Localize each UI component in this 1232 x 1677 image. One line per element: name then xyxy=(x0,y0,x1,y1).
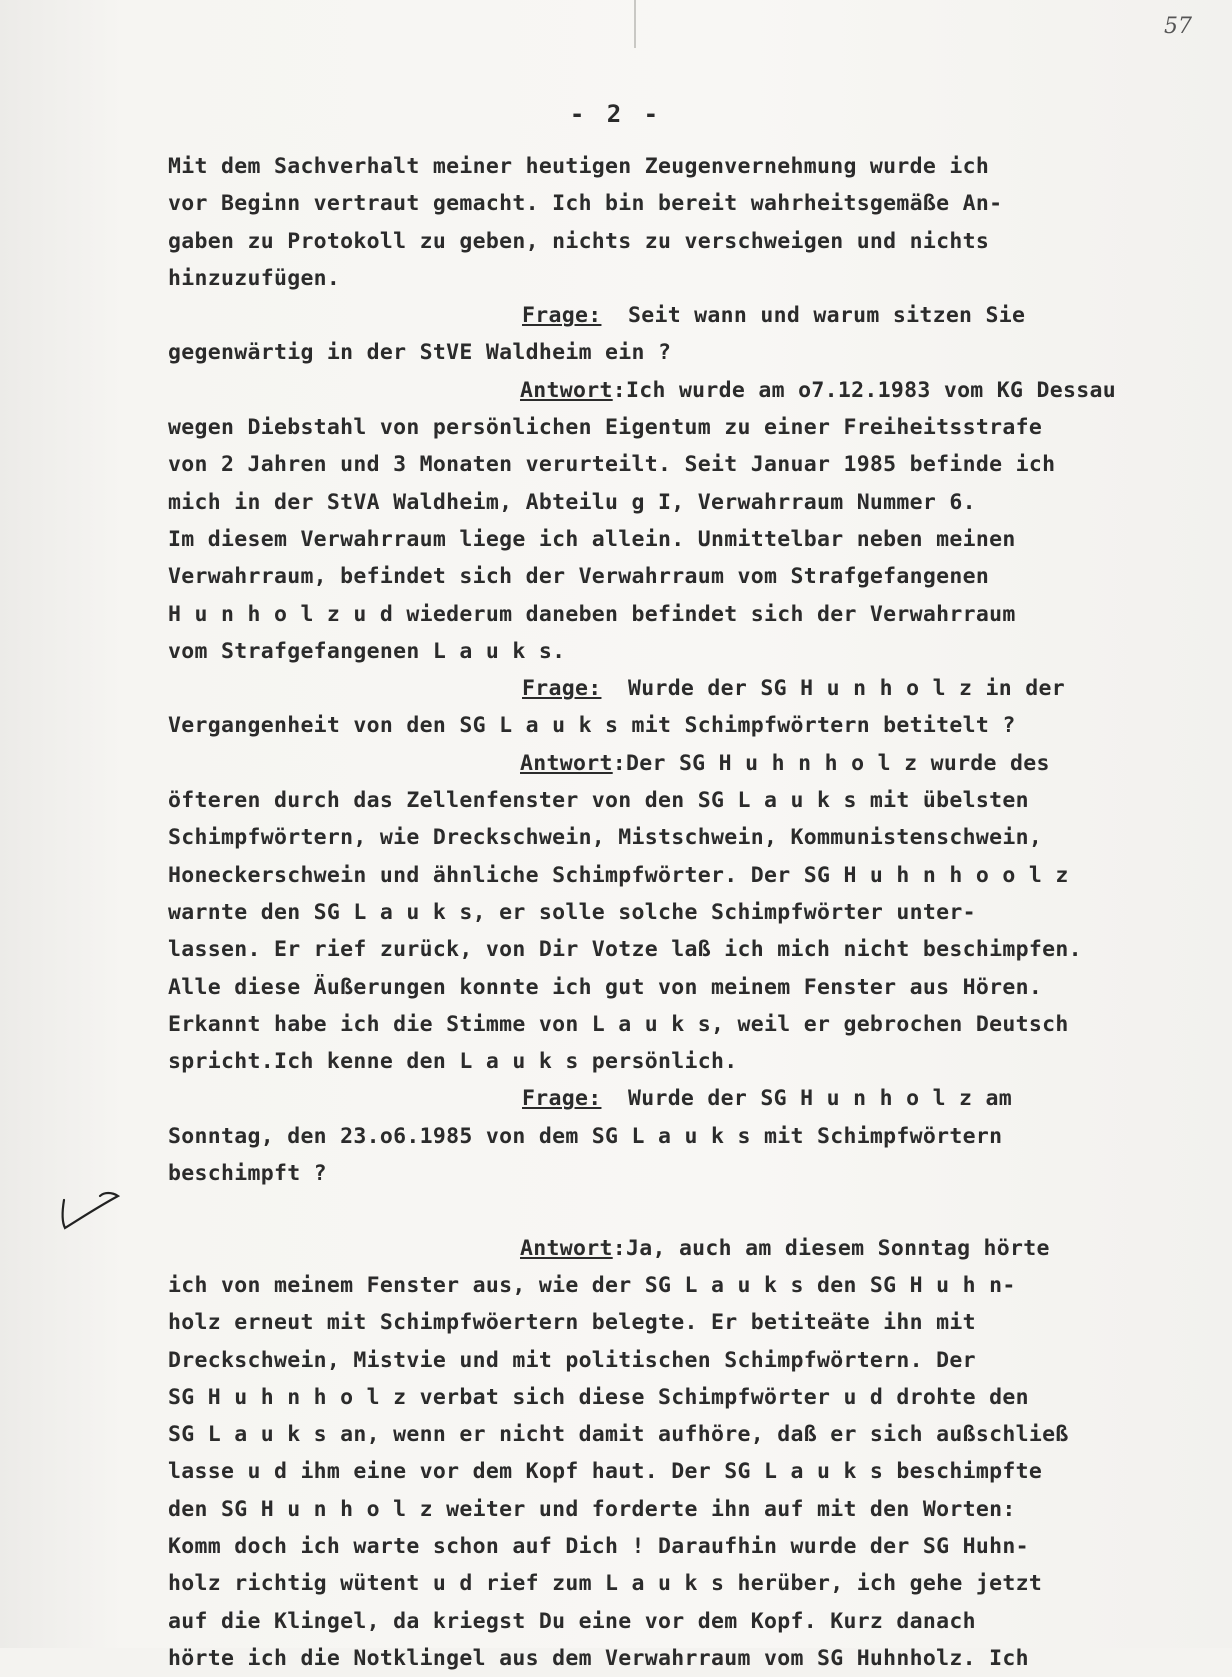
line-text: Wurde der SG H u n h o l z am xyxy=(601,1086,1013,1112)
text-line xyxy=(168,1230,1218,1267)
corner-page-number: 57 xyxy=(1164,14,1192,39)
line-text: hörte ich die Notklingel aus dem Verwahrraum vom SG Huhnholz. Ich xyxy=(168,1645,1029,1671)
line-text: :Ich wurde am o7.12.1983 vom KG Dessau xyxy=(612,377,1116,403)
line-text: lasse u d ihm eine vor dem Kopf haut. Der SG L a u k s beschimpfte xyxy=(168,1459,1043,1485)
text-line xyxy=(168,1379,1218,1416)
text-line xyxy=(168,1342,1218,1379)
line-text: Vergangenheit von den SG L a u k s mit Schimpfwörtern betitelt ? xyxy=(168,713,1016,739)
line-text: von 2 Jahren und 3 Monaten verurteilt. Seit Januar 1985 befinde ich xyxy=(168,452,1056,478)
document-body xyxy=(168,148,1218,1677)
line-text: Komm doch ich warte schon auf Dich ! Daraufhin wurde der SG Huhn- xyxy=(168,1533,1029,1559)
line-text: SG L a u k s an, wenn er nicht damit aufhöre, daß er sich außschließ xyxy=(168,1422,1069,1448)
text-line xyxy=(168,1155,1218,1192)
line-text: Sonntag, den 23.o6.1985 von dem SG L a u k s mit Schimpfwörtern xyxy=(168,1123,1003,1149)
line-text: den SG H u n h o l z weiter und forderte ihn auf mit den Worten: xyxy=(168,1496,1016,1522)
line-text: holz erneut mit Schimpfwöertern belegte. Er betiteäte ihn mit xyxy=(168,1310,976,1336)
text-line xyxy=(168,857,1218,894)
answer-label: Antwort xyxy=(520,750,613,776)
text-line xyxy=(168,185,1218,222)
line-text: gaben zu Protokoll zu geben, nichts zu verschweigen und nichts xyxy=(168,228,990,254)
line-text: auf die Klingel, da kriegst Du eine vor dem Kopf. Kurz danach xyxy=(168,1608,976,1634)
text-line xyxy=(168,1603,1218,1640)
text-line xyxy=(168,446,1218,483)
question-label: Frage: xyxy=(522,676,602,702)
text-line xyxy=(168,1453,1218,1490)
text-line xyxy=(168,260,1218,297)
line-text: Wurde der SG H u n h o l z in der xyxy=(601,676,1066,702)
text-line xyxy=(168,1080,1218,1117)
text-line xyxy=(168,633,1218,670)
text-line xyxy=(168,931,1218,968)
answer-label: Antwort xyxy=(520,377,613,403)
text-line xyxy=(168,782,1218,819)
line-text: ich von meinem Fenster aus, wie der SG L a u k s den SG H u h n- xyxy=(168,1272,1016,1298)
text-line xyxy=(168,297,1218,334)
text-line xyxy=(168,223,1218,260)
line-text: :Der SG H u h n h o l z wurde des xyxy=(612,750,1050,776)
text-line xyxy=(168,409,1218,446)
text-line xyxy=(168,148,1218,185)
text-line xyxy=(168,596,1218,633)
line-text: Erkannt habe ich die Stimme von L a u k s, weil er gebrochen Deutsch xyxy=(168,1011,1069,1037)
line-text: SG H u h n h o l z verbat sich diese Schimpfwörter u d drohte den xyxy=(168,1384,1029,1410)
line-text: wegen Diebstahl von persönlichen Eigentum zu einer Freiheitsstrafe xyxy=(168,415,1043,441)
line-text: spricht.Ich kenne den L a u k s persönlich. xyxy=(168,1049,738,1075)
question-label: Frage: xyxy=(522,1086,602,1112)
text-line xyxy=(168,1267,1218,1304)
text-line xyxy=(168,1043,1218,1080)
line-text: beschimpft ? xyxy=(168,1161,327,1187)
text-line xyxy=(168,334,1218,371)
line-text: Mit dem Sachverhalt meiner heutigen Zeugenvernehmung wurde ich xyxy=(168,154,990,179)
line-text: H u n h o l z u d wiederum daneben befindet sich der Verwahrraum xyxy=(168,601,1016,627)
text-line xyxy=(168,1528,1218,1565)
text-line xyxy=(168,1304,1218,1341)
text-line xyxy=(168,745,1218,782)
line-text: Honeckerschwein und ähnliche Schimpfwörter. Der SG H u h n h o o l z xyxy=(168,862,1069,888)
text-line xyxy=(168,558,1218,595)
question-label: Frage: xyxy=(522,303,602,329)
line-text: lassen. Er rief zurück, von Dir Votze laß ich mich nicht beschimpfen. xyxy=(168,937,1082,963)
line-text: holz richtig wütent u d rief zum L a u k s herüber, ich gehe jetzt xyxy=(168,1571,1043,1597)
line-text: vor Beginn vertraut gemacht. Ich bin bereit wahrheitsgemäße An- xyxy=(168,191,1003,217)
text-line xyxy=(168,1565,1218,1602)
text-line xyxy=(168,894,1218,931)
line-text: vom Strafgefangenen L a u k s. xyxy=(168,638,566,664)
page-number: - 2 - xyxy=(569,100,663,128)
text-line xyxy=(168,1006,1218,1043)
text-line xyxy=(168,1640,1218,1677)
line-text: Im diesem Verwahrraum liege ich allein. Unmittelbar neben meinen xyxy=(168,526,1016,552)
line-text: Dreckschwein, Mistvie und mit politischen Schimpfwörtern. Der xyxy=(168,1347,976,1373)
line-text: gegenwärtig in der StVE Waldheim ein ? xyxy=(168,340,672,366)
text-line xyxy=(168,1118,1218,1155)
text-line xyxy=(168,521,1218,558)
text-line xyxy=(168,1192,1218,1229)
text-line xyxy=(168,372,1218,409)
text-line xyxy=(168,819,1218,856)
answer-label: Antwort xyxy=(520,1235,613,1261)
fold-mark xyxy=(634,0,636,48)
line-text: Schimpfwörtern, wie Dreckschwein, Mistschwein, Kommunistenschwein, xyxy=(168,825,1043,851)
line-text: Verwahrraum, befindet sich der Verwahrraum vom Strafgefangenen xyxy=(168,564,990,590)
text-line xyxy=(168,670,1218,707)
line-text: Seit wann und warum sitzen Sie xyxy=(601,303,1026,329)
line-text: :Ja, auch am diesem Sonntag hörte xyxy=(612,1235,1050,1261)
line-text: mich in der StVA Waldheim, Abteilu g I, Verwahrraum Nummer 6. xyxy=(168,489,976,515)
text-line xyxy=(168,1491,1218,1528)
line-text: hinzuzufügen. xyxy=(168,265,341,291)
line-text: Alle diese Äußerungen konnte ich gut von meinem Fenster aus Hören. xyxy=(168,974,1043,1000)
text-line xyxy=(168,1416,1218,1453)
line-text: warnte den SG L a u k s, er solle solche Schimpfwörter unter- xyxy=(168,899,976,925)
handwritten-check-icon xyxy=(56,1178,126,1238)
text-line xyxy=(168,707,1218,744)
text-line xyxy=(168,484,1218,521)
text-line xyxy=(168,969,1218,1006)
line-text: öfteren durch das Zellenfenster von den SG L a u k s mit übelsten xyxy=(168,788,1029,814)
